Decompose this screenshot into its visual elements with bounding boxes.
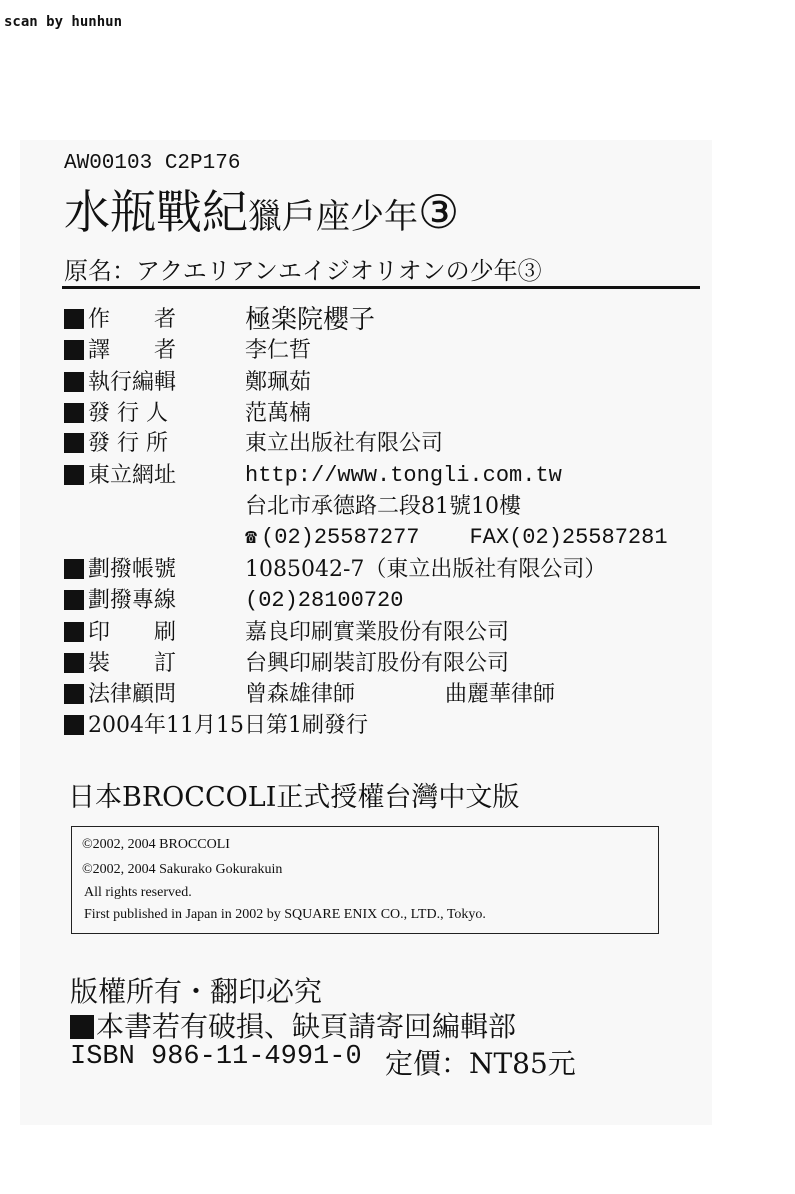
bullet-square <box>64 372 84 392</box>
credit-label: 裝 訂 <box>88 651 177 676</box>
credit-value: 范萬楠 <box>245 401 312 426</box>
title-volume: ③ <box>418 185 460 239</box>
credit-row-author <box>64 305 376 335</box>
copyright-line: ©2002, 2004 BROCCOLI <box>82 837 230 852</box>
book-title <box>64 186 459 243</box>
rights-notice: 版權所有・翻印必究 <box>70 975 323 1008</box>
credit-label: 印 刷 <box>88 620 177 645</box>
credit-value: 台興印刷裝訂股份有限公司 <box>245 651 510 676</box>
title-main: 水瓶戰紀 <box>64 185 248 239</box>
credit-row-phone <box>64 524 668 552</box>
credit-value: 極楽院櫻子 <box>245 305 376 335</box>
bullet-square <box>64 590 84 610</box>
credit-label: 劃撥專線 <box>88 588 177 613</box>
credit-row-publisher <box>64 400 312 428</box>
telephone-icon: ☎ <box>245 527 258 550</box>
bullet-square <box>70 1015 94 1039</box>
credit-row-binding <box>64 650 510 678</box>
credit-label: 東立網址 <box>88 463 177 488</box>
credit-value: 嘉良印刷實業股份有限公司 <box>245 620 510 645</box>
copyright-line: All rights reserved. <box>84 885 192 900</box>
credit-label: 作 者 <box>88 307 177 332</box>
phone-number: (02)25587277 <box>261 525 420 550</box>
scan-credit: scan by hunhun <box>4 14 123 30</box>
credit-row-address <box>64 493 521 521</box>
credit-row-publishing-house <box>64 430 444 458</box>
credit-label: 譯 者 <box>88 338 177 363</box>
bullet-square <box>64 309 84 329</box>
credit-value: (02)28100720 <box>245 588 404 613</box>
credit-value: 曾森雄律師 <box>245 682 356 707</box>
bullet-square <box>64 684 84 704</box>
copyright-line: ©2002, 2004 Sakurako Gokurakuin <box>82 862 283 877</box>
bullet-square <box>64 340 84 360</box>
copyright-line: First published in Japan in 2002 by SQUARE ENIX CO., LTD., Tokyo. <box>84 907 486 922</box>
price: 定價：NT85元 <box>385 1047 576 1080</box>
original-title: 原名：アクエリアンエイジオリオンの少年③ <box>64 257 542 285</box>
isbn: ISBN 986-11-4991-0 <box>70 1042 362 1072</box>
credit-value-2: 曲麗華律師 <box>445 682 556 707</box>
credit-row-translator <box>64 337 312 365</box>
license-statement: 日本BROCCOLI正式授權台灣中文版 <box>68 782 520 813</box>
credit-row-printing <box>64 619 510 647</box>
credit-row-postal-account <box>64 556 607 584</box>
title-sub: 獵戶座少年 <box>248 197 418 237</box>
bullet-square <box>64 715 84 735</box>
bullet-square <box>64 433 84 453</box>
credit-label: 劃撥帳號 <box>88 557 177 582</box>
credit-value: 1085042-7（東立出版社有限公司） <box>245 557 607 582</box>
product-code: AW00103 C2P176 <box>64 152 241 175</box>
bullet-square <box>64 465 84 485</box>
divider <box>62 286 700 289</box>
bullet-square <box>64 403 84 423</box>
bullet-square <box>64 653 84 673</box>
fax-number: FAX(02)25587281 <box>469 525 668 550</box>
credit-label: 法律顧問 <box>88 682 177 707</box>
credit-row-date <box>64 712 368 740</box>
copyright-box <box>71 826 659 934</box>
credit-value: 東立出版社有限公司 <box>245 431 444 456</box>
credit-value: 李仁哲 <box>245 338 312 363</box>
credit-row-editor <box>64 369 312 397</box>
credit-label: 發 行 人 <box>88 401 168 426</box>
address: 台北市承德路二段81號10樓 <box>245 494 521 519</box>
credit-row-postal-line <box>64 587 404 615</box>
return-notice: 本書若有破損、缺頁請寄回編輯部 <box>96 1010 517 1043</box>
bullet-square <box>64 559 84 579</box>
credit-value: 鄭珮茹 <box>245 370 312 395</box>
website-url: http://www.tongli.com.tw <box>245 463 562 488</box>
bullet-square <box>64 622 84 642</box>
credit-label: 執行編輯 <box>88 370 177 395</box>
credit-row-website <box>64 462 562 490</box>
return-notice-row <box>70 1005 516 1045</box>
credit-row-legal <box>64 681 556 709</box>
publication-date: 2004年11月15日第1刷發行 <box>88 713 368 738</box>
credit-label: 發 行 所 <box>88 431 168 456</box>
